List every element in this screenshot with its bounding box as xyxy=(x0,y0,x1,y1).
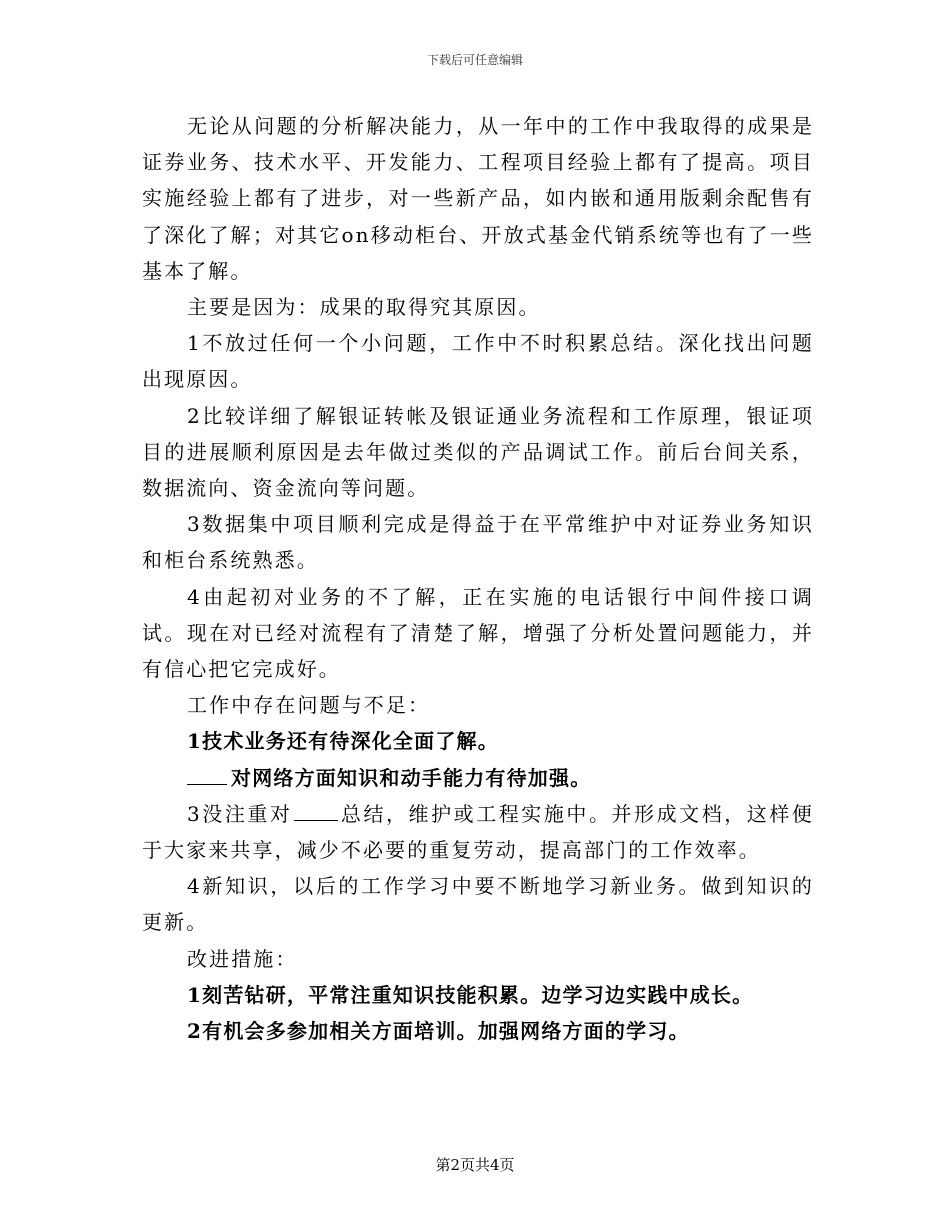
paragraph-measures-heading: 改进措施： xyxy=(187,946,298,971)
document-body xyxy=(142,108,814,1049)
paragraph-reason-1: 1不放过任何一个小问题，工作中不时积累总结。深化找出问题出现原因。 xyxy=(142,331,814,392)
paragraph-reason-4: 4由起初对业务的不了解，正在实施的电话银行中间件接口调试。现在对已经对流程有了清楚了解，增强了分析处置问题能力，并有信心把它完成好。 xyxy=(142,584,814,682)
page-header: 下载后可任意编辑 xyxy=(426,53,523,67)
problem-3-text-after: 总结，维护或工程实施中。并形成文档，这样便于大家来共享，减少不必要的重复劳动，提高部门的工作效率。 xyxy=(142,801,814,863)
paragraph-problem-1: 1技术业务还有待深化全面了解。 xyxy=(187,729,499,754)
paragraph-measure-1: 1刻苦钻研，平常注重知识技能积累。边学习边实践中成长。 xyxy=(187,982,754,1007)
paragraph-achievements: 无论从问题的分析解决能力，从一年中的工作中我取得的成果是证券业务、技术水平、开发能力、工程项目经验上都有了提高。项目实施经验上都有了进步，对一些新产品，如内嵌和通用版剩余配售有了深化了解；对其它on移动柜台、开放式基金代销系统等也有了一些基本了解。 xyxy=(142,114,814,283)
fill-in-blank xyxy=(187,764,227,785)
paragraph-reason-3: 3数据集中项目顺利完成是得益于在平常维护中对证券业务知识和柜台系统熟悉。 xyxy=(142,512,814,573)
page-number: 第2页共4页 xyxy=(435,1156,515,1174)
paragraph-problems-heading: 工作中存在问题与不足： xyxy=(187,693,431,718)
paragraph-problem-4: 4新知识，以后的工作学习中要不断地学习新业务。做到知识的更新。 xyxy=(142,874,814,935)
problem-3-text-before: 3没注重对 xyxy=(187,801,293,826)
fill-in-blank xyxy=(294,800,338,821)
paragraph-problem-3 xyxy=(142,796,814,868)
paragraph-reasons-intro: 主要是因为：成果的取得究其原因。 xyxy=(187,295,541,320)
paragraph-reason-2: 2比较详细了解银证转帐及银证通业务流程和工作原理，银证项目的进展顺利原因是去年做过类似的产品调试工作。前后台间关系，数据流向、资金流向等问题。 xyxy=(142,403,814,501)
problem-2-text: 对网络方面知识和动手能力有待加强。 xyxy=(231,765,592,790)
paragraph-problem-2 xyxy=(142,760,814,796)
paragraph-measure-2: 2有机会多参加相关方面培训。加强网络方面的学习。 xyxy=(187,1019,690,1044)
